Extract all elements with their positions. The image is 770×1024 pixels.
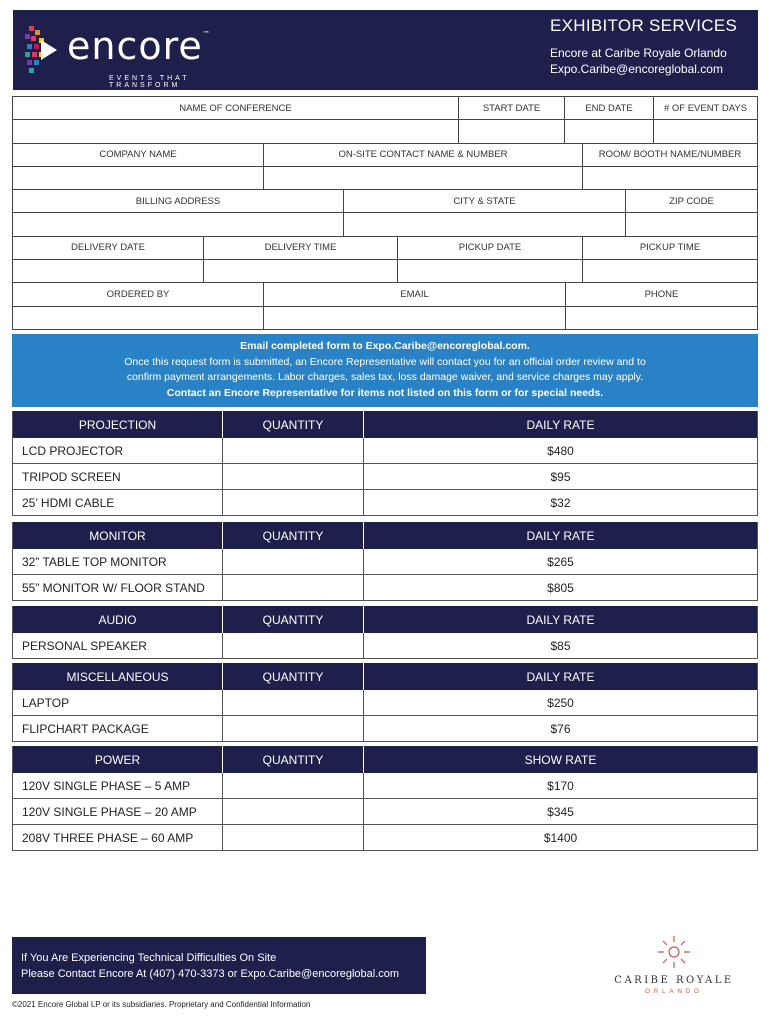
quantity-field[interactable] (223, 464, 364, 489)
quantity-header: QUANTITY (223, 411, 364, 438)
city-state-field[interactable] (344, 213, 626, 236)
table-header (13, 606, 758, 633)
table-row (13, 690, 758, 716)
quantity-header: QUANTITY (223, 606, 364, 633)
phone-label: PHONE (566, 283, 758, 306)
table-header (13, 663, 758, 690)
item-name: FLIPCHART PACKAGE (13, 716, 223, 741)
table-row (13, 464, 758, 490)
rate-header: DAILY RATE (364, 663, 758, 690)
quantity-header: QUANTITY (223, 663, 364, 690)
quantity-field[interactable] (223, 799, 364, 824)
projection-table (12, 411, 758, 516)
section-title: PROJECTION (13, 411, 223, 438)
start-date-field[interactable] (459, 120, 565, 143)
pickup-time-field[interactable] (583, 260, 758, 283)
table-row (13, 490, 758, 516)
quantity-field[interactable] (223, 490, 364, 515)
email-label: EMAIL (264, 283, 566, 306)
notice-line-2: Once this request form is submitted, an Encore Representative will contact you for an official order review and to (124, 355, 646, 368)
pickup-time-label: PICKUP TIME (583, 237, 758, 260)
item-name: 120V SINGLE PHASE – 5 AMP (13, 773, 223, 798)
support-box (12, 937, 426, 994)
pickup-date-field[interactable] (398, 260, 583, 283)
rate-header: DAILY RATE (364, 411, 758, 438)
item-name: 208V THREE PHASE – 60 AMP (13, 825, 223, 850)
quantity-field[interactable] (223, 549, 364, 574)
zip-field[interactable] (626, 213, 758, 236)
item-name: LCD PROJECTOR (13, 438, 223, 463)
section-title: MONITOR (13, 522, 223, 549)
item-price: $345 (364, 799, 758, 824)
power-table (12, 746, 758, 851)
support-line-2: Please Contact Encore At (407) 470-3373 or Expo.Caribe@encoreglobal.com (21, 968, 400, 980)
monitor-table (12, 522, 758, 601)
quantity-field[interactable] (223, 773, 364, 798)
section-title: MISCELLANEOUS (13, 663, 223, 690)
rate-header: DAILY RATE (364, 522, 758, 549)
rate-header: DAILY RATE (364, 606, 758, 633)
phone-field[interactable] (566, 307, 758, 330)
quantity-field[interactable] (223, 825, 364, 850)
onsite-contact-label: ON-SITE CONTACT NAME & NUMBER (264, 144, 583, 167)
table-row (13, 825, 758, 851)
table-header (13, 411, 758, 438)
item-name: 55” MONITOR W/ FLOOR STAND (13, 575, 223, 600)
company-label: COMPANY NAME (13, 144, 264, 167)
rate-header: SHOW RATE (364, 746, 758, 773)
notice-line-3: confirm payment arrangements. Labor charges, sales tax, loss damage waiver, and service charges may apply. (126, 371, 644, 383)
quantity-field[interactable] (223, 690, 364, 715)
start-date-label: START DATE (459, 97, 565, 120)
delivery-time-field[interactable] (204, 260, 398, 283)
delivery-time-label: DELIVERY TIME (204, 237, 398, 260)
item-name: 32” TABLE TOP MONITOR (13, 549, 223, 574)
item-price: $805 (364, 575, 758, 600)
table-header (13, 746, 758, 773)
pickup-date-label: PICKUP DATE (398, 237, 583, 260)
table-row (13, 799, 758, 825)
item-price: $170 (364, 773, 758, 798)
item-price: $250 (364, 690, 758, 715)
item-price: $95 (364, 464, 758, 489)
table-row (13, 438, 758, 464)
brand-name: encore (67, 24, 203, 68)
brand-tagline: EVENTS THAT TRANSFORM (109, 75, 190, 89)
event-days-field[interactable] (654, 120, 758, 143)
table-header (13, 522, 758, 549)
item-name: PERSONAL SPEAKER (13, 633, 223, 658)
conference-label: NAME OF CONFERENCE (13, 97, 459, 120)
quantity-header: QUANTITY (223, 522, 364, 549)
end-date-label: END DATE (565, 97, 654, 120)
ordered-by-field[interactable] (13, 307, 264, 330)
support-line-1: If You Are Experiencing Technical Difficulties On Site (21, 952, 277, 964)
delivery-date-label: DELIVERY DATE (13, 237, 204, 260)
contact-email[interactable]: Expo.Caribe@encoreglobal.com (550, 62, 723, 76)
item-price: $85 (364, 633, 758, 658)
end-date-field[interactable] (565, 120, 654, 143)
venue-name: Encore at Caribe Royale Orlando (550, 46, 727, 60)
quantity-field[interactable] (223, 716, 364, 741)
caribe-royale-name: CARIBE ROYALE (614, 975, 734, 986)
quantity-header: QUANTITY (223, 746, 364, 773)
notice-contact-line: Contact an Encore Representative for items not listed on this form or for special needs. (166, 386, 604, 399)
quantity-field[interactable] (223, 633, 364, 658)
delivery-date-field[interactable] (13, 260, 204, 283)
table-row (13, 575, 758, 601)
caribe-emblem-icon (654, 932, 694, 972)
order-info-form (12, 96, 758, 330)
company-field[interactable] (13, 167, 264, 190)
header-banner (13, 10, 758, 90)
conference-field[interactable] (13, 120, 459, 143)
room-field[interactable] (583, 167, 758, 190)
billing-label: BILLING ADDRESS (13, 190, 344, 213)
table-row (13, 549, 758, 575)
encore-mark-icon (23, 22, 65, 78)
copyright-text: ©2021 Encore Global LP or its subsidiaries. Proprietary and Confidential Information (12, 1000, 311, 1009)
item-price: $76 (364, 716, 758, 741)
page-title: EXHIBITOR SERVICES (550, 16, 738, 35)
notice-email-line: Email completed form to Expo.Caribe@encoreglobal.com. (240, 340, 530, 352)
email-field[interactable] (264, 307, 566, 330)
encore-logo: encore™ EVENTS THAT TRANSFORM (23, 22, 263, 82)
instructions-notice (12, 334, 758, 407)
item-price: $265 (364, 549, 758, 574)
table-row (13, 716, 758, 742)
onsite-contact-field[interactable] (264, 167, 583, 190)
item-price: $480 (364, 438, 758, 463)
quantity-field[interactable] (223, 575, 364, 600)
city-state-label: CITY & STATE (344, 190, 626, 213)
zip-label: ZIP CODE (626, 190, 758, 213)
billing-field[interactable] (13, 213, 344, 236)
quantity-field[interactable] (223, 438, 364, 463)
section-title: AUDIO (13, 606, 223, 633)
table-row (13, 773, 758, 799)
room-label: ROOM/ BOOTH NAME/NUMBER (583, 144, 758, 167)
caribe-royale-logo (614, 932, 734, 1002)
section-title: POWER (13, 746, 223, 773)
item-name: 120V SINGLE PHASE – 20 AMP (13, 799, 223, 824)
item-name: TRIPOD SCREEN (13, 464, 223, 489)
item-price: $1400 (364, 825, 758, 850)
item-name: 25’ HDMI CABLE (13, 490, 223, 515)
ordered-by-label: ORDERED BY (13, 283, 264, 306)
caribe-royale-city: ORLANDO (645, 989, 703, 995)
table-row (13, 633, 758, 659)
audio-table (12, 606, 758, 659)
event-days-label: # OF EVENT DAYS (654, 97, 758, 120)
item-price: $32 (364, 490, 758, 515)
item-name: LAPTOP (13, 690, 223, 715)
miscellaneous-table (12, 663, 758, 742)
